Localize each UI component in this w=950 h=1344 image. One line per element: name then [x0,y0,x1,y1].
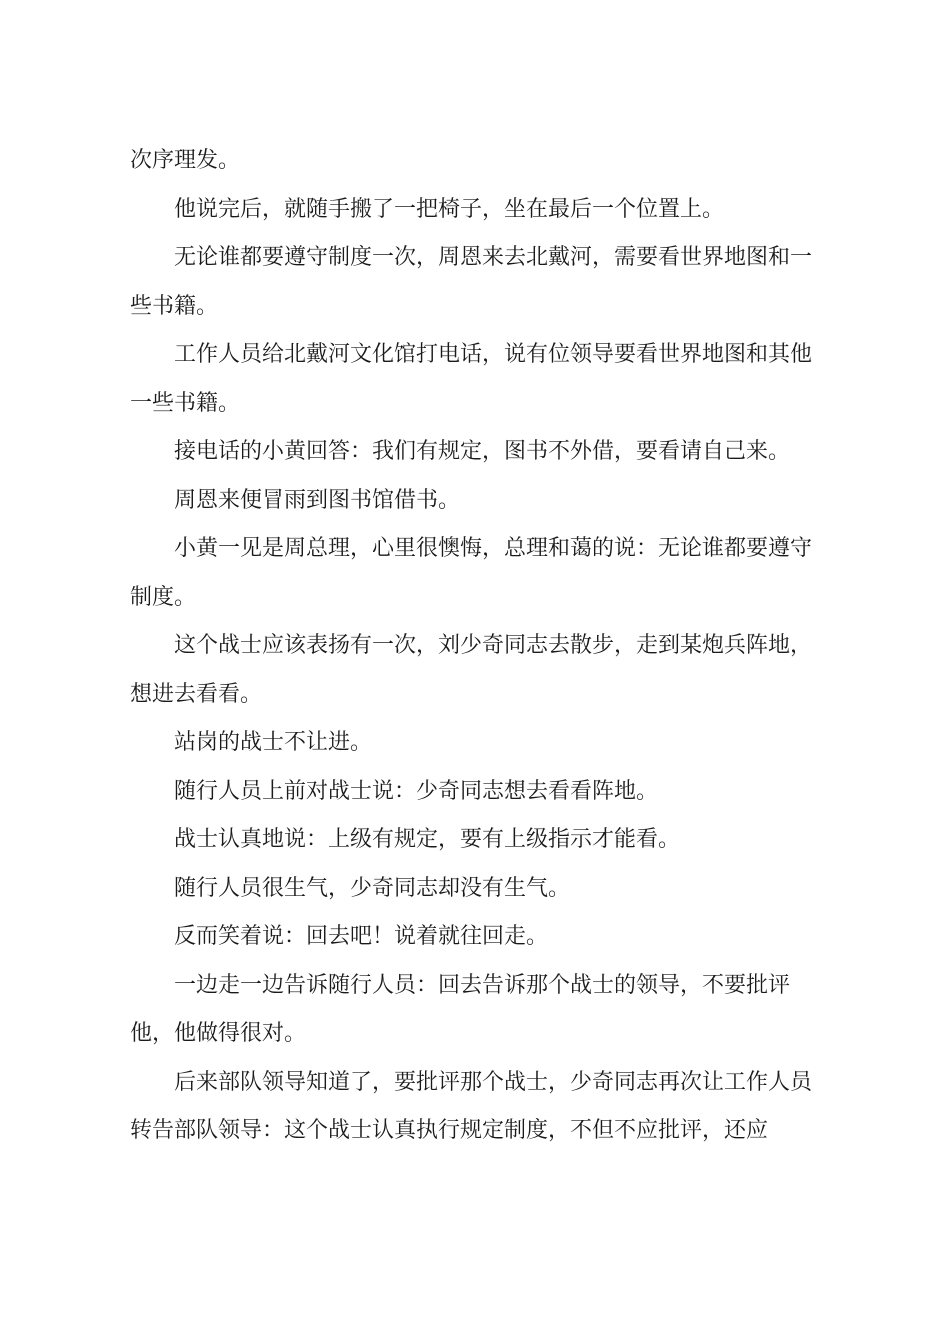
paragraph: 随行人员很生气，少奇同志却没有生气。 [174,875,571,901]
body-text [130,137,820,1156]
paragraph: 小黄一见是周总理，心里很懊悔，总理和蔼的说：无论谁都要遵守制度。 [130,536,813,610]
paragraph: 这个战士应该表扬有一次，刘少奇同志去散步，走到某炮兵阵地，想进去看看。 [130,633,813,707]
paragraph: 战士认真地说：上级有规定，要有上级指示才能看。 [174,827,681,852]
paragraph: 周恩来便冒雨到图书馆借书。 [174,487,461,513]
paragraph: 无论谁都要遵守制度一次，周恩来去北戴河，需要看世界地图和一些书籍。 [130,245,813,319]
paragraph: 工作人员给北戴河文化馆打电话，说有位领导要看世界地图和其他一些书籍。 [130,342,813,416]
paragraph: 随行人员上前对战士说：少奇同志想去看看阵地。 [174,778,659,804]
paragraph: 反而笑着说：回去吧！说着就往回走。 [174,924,549,949]
paragraph: 他说完后，就随手搬了一把椅子，坐在最后一个位置上。 [174,196,725,222]
paragraph: 站岗的战士不让进。 [174,730,373,755]
paragraph: 次序理发。 [130,148,241,173]
paragraph: 接电话的小黄回答：我们有规定，图书不外借，要看请自己来。 [174,439,791,464]
paragraph: 一边走一边告诉随行人员：回去告诉那个战士的领导，不要批评他，他做得很对。 [130,972,791,1046]
paragraph: 后来部队领导知道了，要批评那个战士，少奇同志再次让工作人员转告部队领导：这个战士认真执行规定制度，不但不应批评，还应 [130,1069,813,1143]
